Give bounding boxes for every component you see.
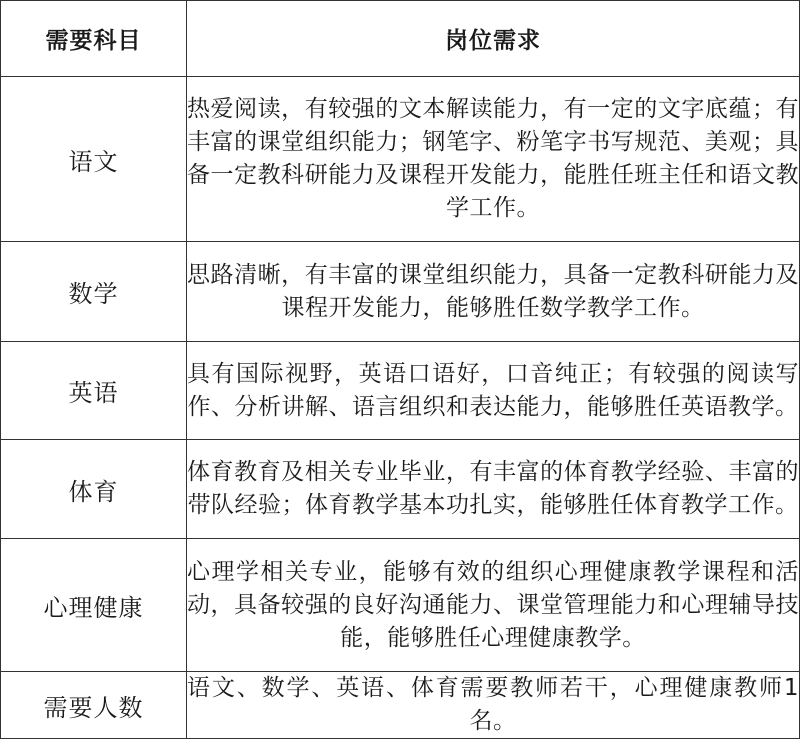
header-subject: 需要科目 (1, 1, 187, 77)
requirement-cell: 思路清晰，有丰富的课堂组织能力，具备一定教科研能力及课程开发能力，能够胜任数学教学工作。 (187, 242, 800, 342)
table-row (1, 342, 800, 440)
subject-cell: 语文 (1, 77, 187, 242)
table-row (1, 440, 800, 539)
subject-cell: 心理健康 (1, 539, 187, 672)
requirement-cell: 语文、数学、英语、体育需要教师若干，心理健康教师1名。 (187, 672, 800, 739)
table-row (1, 77, 800, 242)
subject-cell: 需要人数 (1, 672, 187, 739)
table-row (1, 539, 800, 672)
header-requirement: 岗位需求 (187, 1, 800, 77)
requirement-cell: 体育教育及相关专业毕业，有丰富的体育教学经验、丰富的带队经验；体育教学基本功扎实，能够胜任体育教学工作。 (187, 440, 800, 539)
subject-cell: 数学 (1, 242, 187, 342)
table-row (1, 242, 800, 342)
requirement-cell: 热爱阅读，有较强的文本解读能力，有一定的文字底蕴；有丰富的课堂组织能力；钢笔字、粉笔字书写规范、美观；具备一定教科研能力及课程开发能力，能胜任班主任和语文教学工作。 (187, 77, 800, 242)
requirement-cell: 心理学相关专业，能够有效的组织心理健康教学课程和活动，具备较强的良好沟通能力、课堂管理能力和心理辅导技能，能够胜任心理健康教学。 (187, 539, 800, 672)
table-row (1, 672, 800, 739)
subject-cell: 英语 (1, 342, 187, 440)
header-row (1, 1, 800, 77)
requirement-cell: 具有国际视野，英语口语好，口音纯正；有较强的阅读写作、分析讲解、语言组织和表达能力，能够胜任英语教学。 (187, 342, 800, 440)
subject-cell: 体育 (1, 440, 187, 539)
